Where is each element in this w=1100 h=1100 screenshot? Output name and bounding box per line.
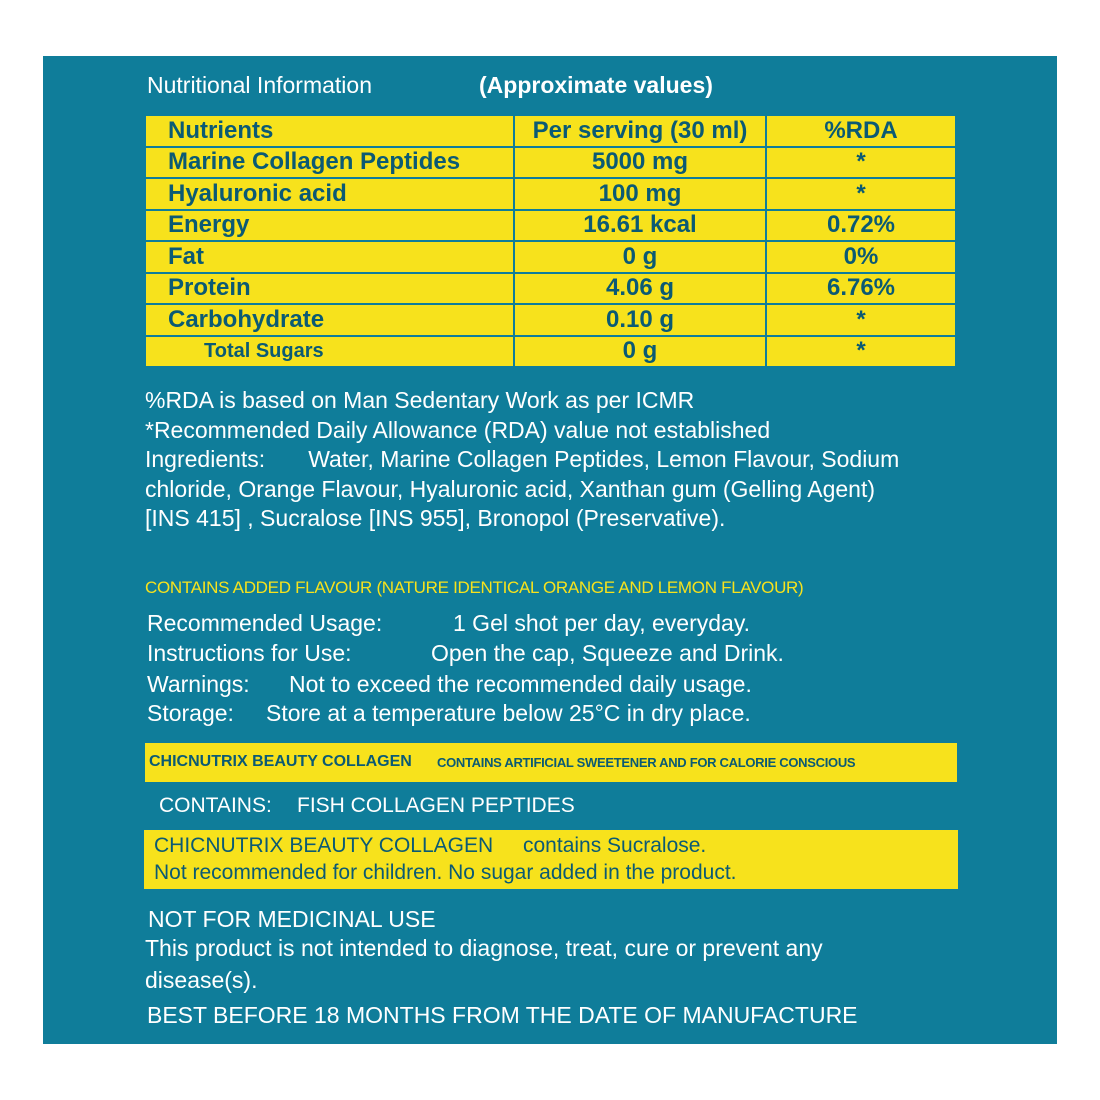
column-header-nutrients: Nutrients bbox=[145, 115, 514, 147]
nutrient-rda: 0% bbox=[766, 241, 956, 273]
ingredients-label: Ingredients: bbox=[145, 446, 266, 472]
sweetener-brand: CHICNUTRIX BEAUTY COLLAGEN bbox=[149, 753, 412, 770]
nutrient-serving: 4.06 g bbox=[514, 273, 766, 305]
nutrient-name: Fat bbox=[145, 241, 514, 273]
nutrition-table bbox=[144, 114, 957, 368]
nutrient-rda: 6.76% bbox=[766, 273, 956, 305]
sucralose-bar bbox=[144, 830, 958, 889]
usage-value: Store at a temperature below 25°C in dry place. bbox=[266, 700, 751, 726]
nutrient-name: Protein bbox=[145, 273, 514, 305]
sucralose-brand: CHICNUTRIX BEAUTY COLLAGEN bbox=[154, 834, 494, 857]
nutrient-name: Hyaluronic acid bbox=[145, 178, 514, 210]
best-before: BEST BEFORE 18 MONTHS FROM THE DATE OF MANUFACTURE bbox=[147, 1002, 858, 1028]
table-row bbox=[145, 336, 956, 368]
usage-row bbox=[147, 610, 751, 637]
label-panel bbox=[43, 56, 1057, 1044]
disclaimer-text: This product is not intended to diagnose, treat, cure or prevent any disease(s). bbox=[145, 935, 823, 993]
not-medicinal-heading: NOT FOR MEDICINAL USE bbox=[148, 906, 436, 932]
table-header-row bbox=[145, 115, 956, 147]
usage-row bbox=[147, 671, 752, 698]
children-warning: Not recommended for children. No sugar added in the product. bbox=[154, 861, 737, 884]
nutrient-rda: * bbox=[766, 304, 956, 336]
usage-label: Storage: bbox=[147, 700, 234, 726]
usage-label: Recommended Usage: bbox=[147, 610, 383, 636]
nutrient-serving: 16.61 kcal bbox=[514, 210, 766, 242]
nutrient-name: Carbohydrate bbox=[145, 304, 514, 336]
rda-footnote: *Recommended Daily Allowance (RDA) value not established bbox=[145, 416, 771, 443]
ingredients-text: Water, Marine Collagen Peptides, Lemon Flavour, Sodium chloride, Orange Flavour, Hyaluronic acid, Xanthan gum (Gelling Agent) [INS 415] , Sucralose [INS 955], Bronopol (Preservative). bbox=[145, 446, 900, 531]
contains-value: FISH COLLAGEN PEPTIDES bbox=[297, 794, 575, 817]
contains-line bbox=[159, 794, 575, 818]
nutrient-rda: * bbox=[766, 147, 956, 179]
usage-row bbox=[147, 700, 751, 727]
table-row bbox=[145, 210, 956, 242]
table-row bbox=[145, 273, 956, 305]
notes-block bbox=[145, 386, 905, 534]
approx-note: (Approximate values) bbox=[479, 72, 713, 98]
nutrient-serving: 100 mg bbox=[514, 178, 766, 210]
nutrient-name: Marine Collagen Peptides bbox=[145, 147, 514, 179]
table-row bbox=[145, 241, 956, 273]
flavour-notice: CONTAINS ADDED FLAVOUR (NATURE IDENTICAL ORANGE AND LEMON FLAVOUR) bbox=[145, 578, 804, 597]
nutrient-serving: 0 g bbox=[514, 241, 766, 273]
table-row bbox=[145, 304, 956, 336]
usage-value: 1 Gel shot per day, everyday. bbox=[453, 610, 751, 636]
column-header-serving: Per serving (30 ml) bbox=[514, 115, 766, 147]
nutrient-serving: 0.10 g bbox=[514, 304, 766, 336]
nutrient-serving: 0 g bbox=[514, 336, 766, 368]
usage-row bbox=[147, 640, 784, 667]
sweetener-bar bbox=[145, 743, 957, 782]
nutrient-rda: 0.72% bbox=[766, 210, 956, 242]
sweetener-text: CONTAINS ARTIFICIAL SWEETENER AND FOR CALORIE CONSCIOUS bbox=[437, 755, 856, 770]
sucralose-text: contains Sucralose. bbox=[523, 834, 707, 857]
usage-label: Instructions for Use: bbox=[147, 640, 352, 666]
nutrient-serving: 5000 mg bbox=[514, 147, 766, 179]
nutrient-name: Energy bbox=[145, 210, 514, 242]
ingredients bbox=[145, 445, 905, 534]
nutrient-name: Total Sugars bbox=[145, 336, 514, 368]
table-row bbox=[145, 178, 956, 210]
usage-value: Not to exceed the recommended daily usage. bbox=[289, 671, 752, 697]
usage-value: Open the cap, Squeeze and Drink. bbox=[431, 640, 784, 666]
column-header-rda: %RDA bbox=[766, 115, 956, 147]
nutrient-rda: * bbox=[766, 178, 956, 210]
table-row bbox=[145, 147, 956, 179]
rda-basis-note: %RDA is based on Man Sedentary Work as per ICMR bbox=[145, 387, 695, 413]
usage-label: Warnings: bbox=[147, 671, 250, 697]
contains-label: CONTAINS: bbox=[159, 794, 272, 817]
nutrient-rda: * bbox=[766, 336, 956, 368]
nutrition-title: Nutritional Information bbox=[147, 72, 372, 98]
